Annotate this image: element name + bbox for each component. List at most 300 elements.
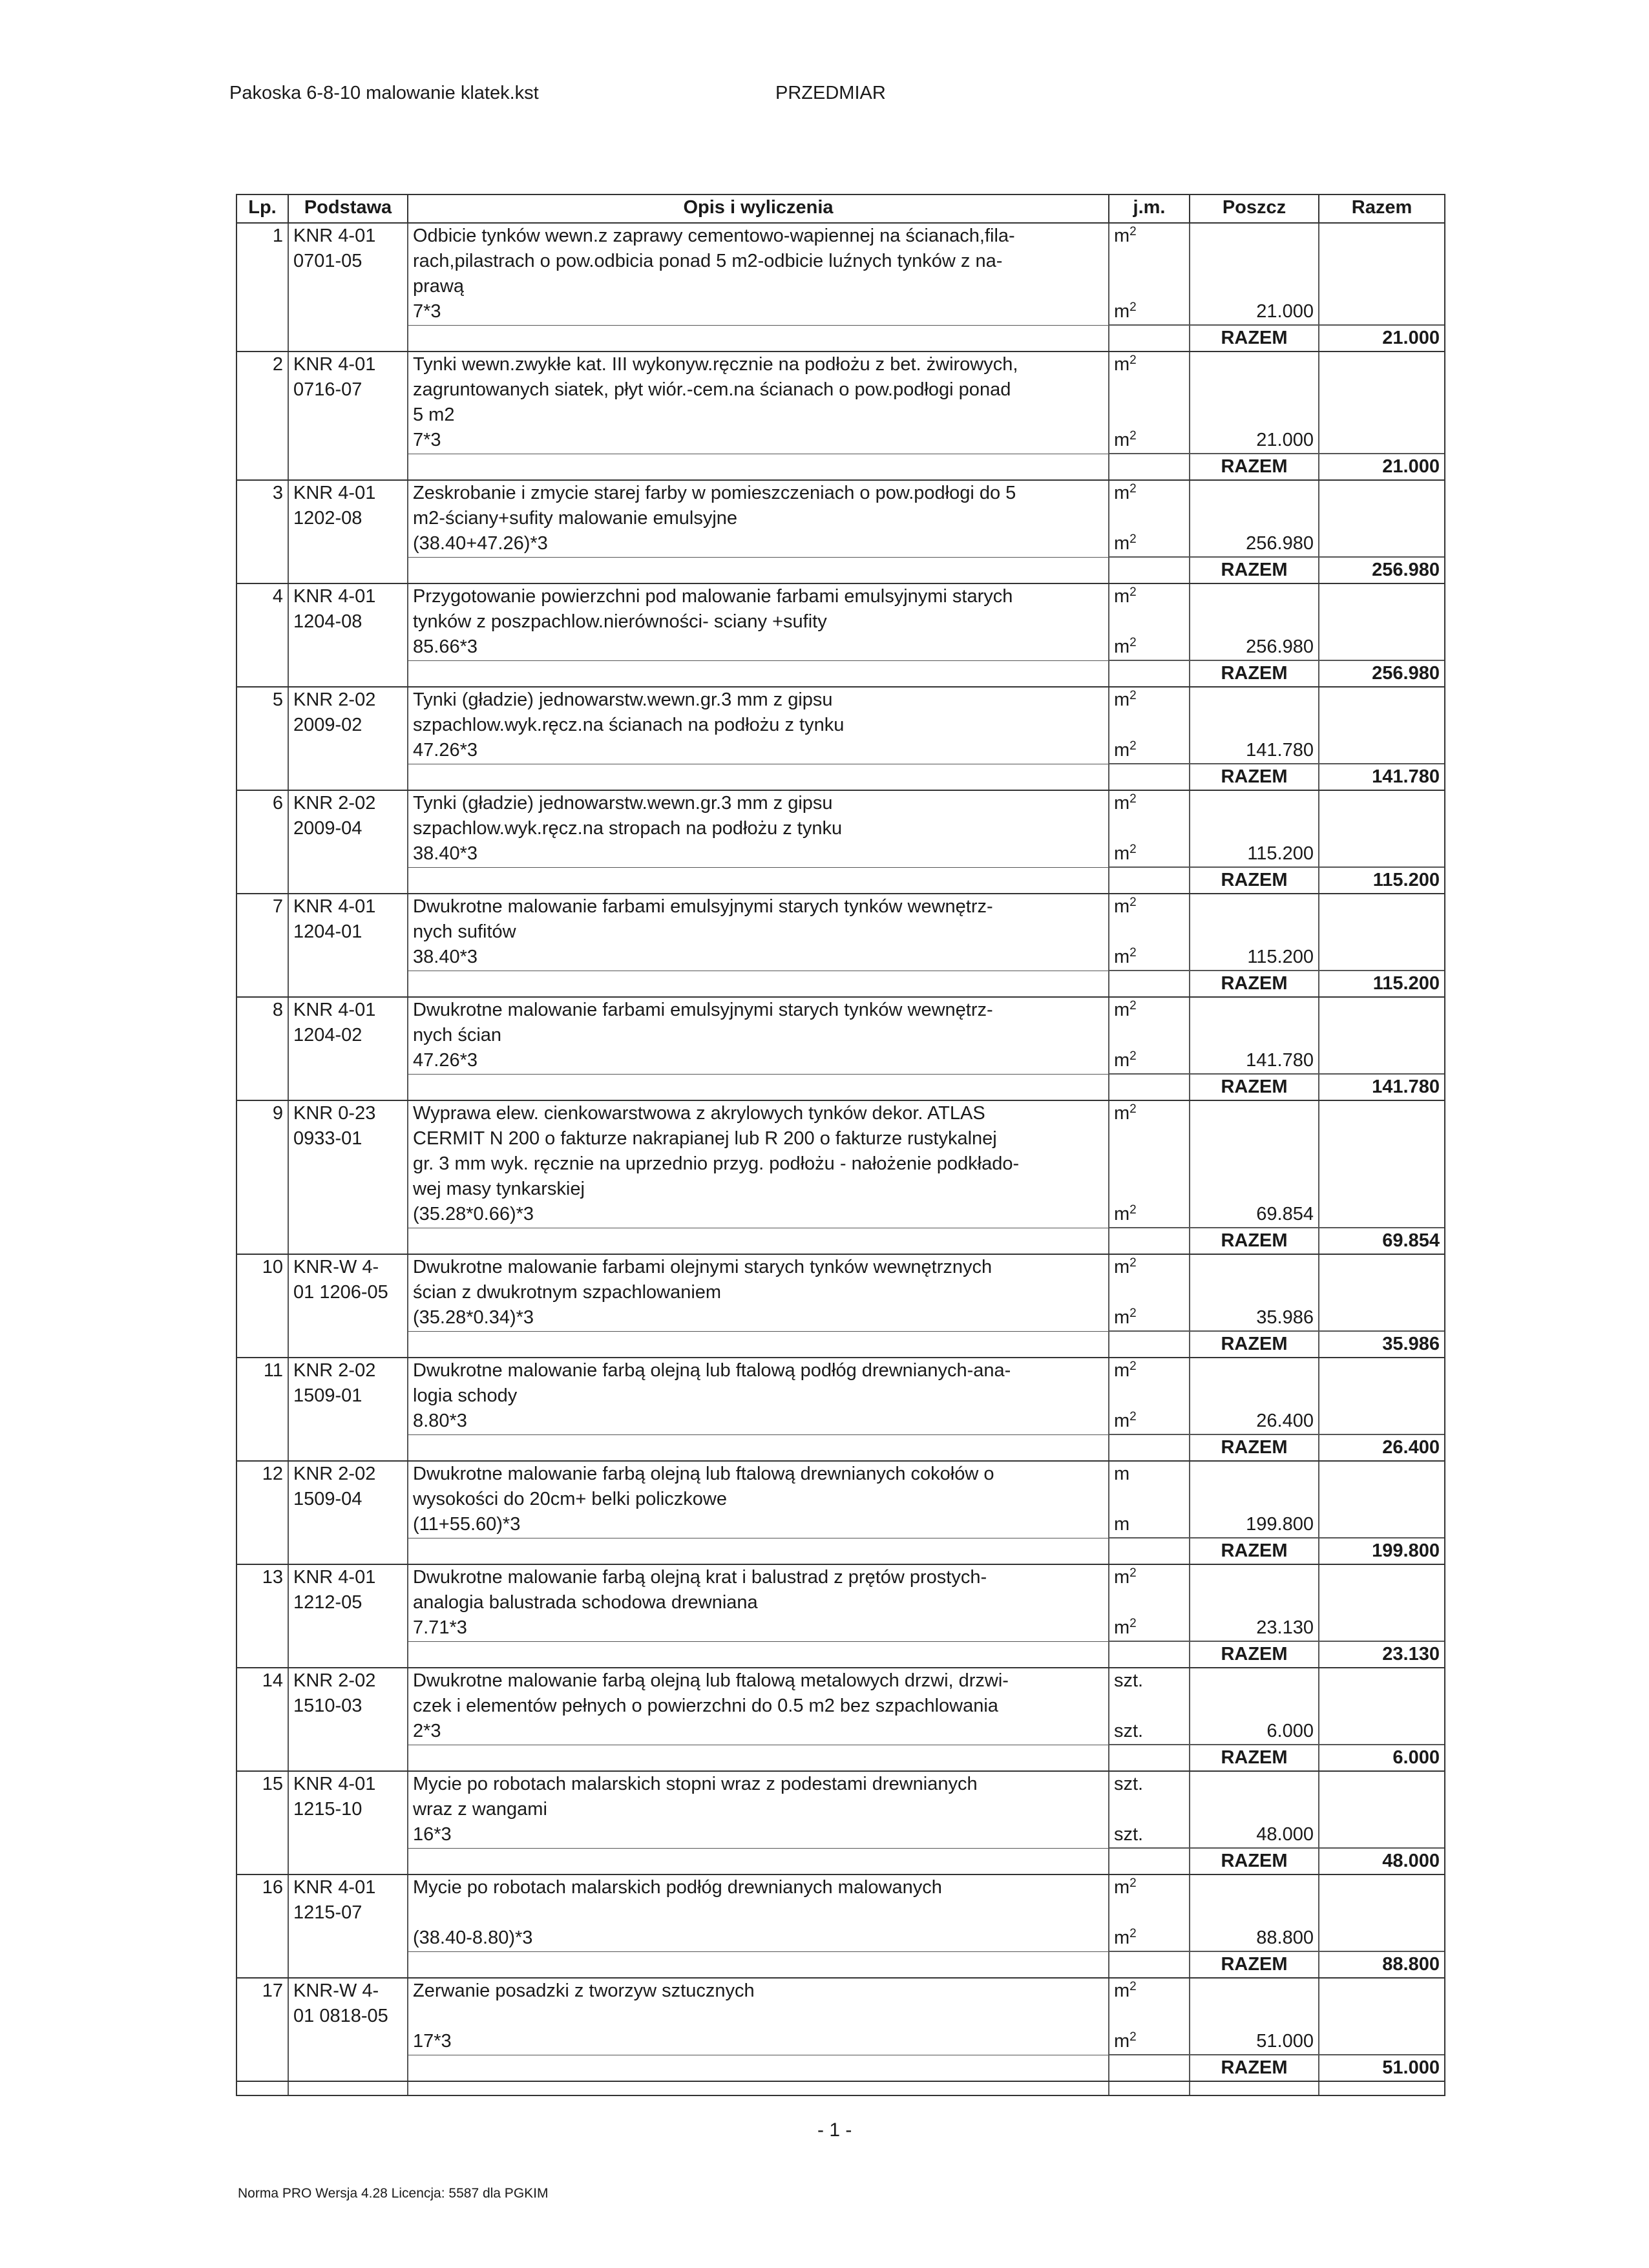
unit-exponent: 2: [1129, 1049, 1137, 1063]
item-unit: [1109, 945, 1190, 971]
item-description-line: Zerwanie posadzki z tworzyw sztucznych: [408, 1978, 1109, 2004]
item-unit: [1109, 894, 1190, 919]
item-unit: [1109, 1487, 1190, 1512]
table-row: [236, 816, 1445, 841]
item-unit: [1109, 1461, 1190, 1487]
razem-label: RAZEM: [1190, 971, 1319, 997]
item-basis: [288, 1151, 408, 1177]
column-header-opis: Opis i wyliczenia: [408, 194, 1109, 223]
item-basis: [288, 1641, 408, 1668]
item-number: [236, 609, 288, 635]
table-row-razem: [236, 764, 1445, 790]
item-number: [236, 971, 288, 997]
item-total: 69.854: [1319, 1228, 1445, 1254]
item-total: [1319, 841, 1445, 867]
unit-exponent: 2: [1129, 532, 1137, 546]
item-description-line: Odbicie tynków wewn.z zaprawy cementowo-wapiennej na ścianach,fila-: [408, 223, 1109, 249]
table-row: [236, 506, 1445, 531]
item-unit: [1109, 557, 1190, 583]
unit-exponent: 2: [1129, 1927, 1137, 1940]
item-basis: KNR 4-01: [288, 223, 408, 249]
item-basis: [288, 971, 408, 997]
item-unit: [1109, 274, 1190, 299]
item-description-line: [408, 1848, 1109, 1874]
item-basis: [288, 454, 408, 480]
table-row-calc: [236, 738, 1445, 764]
item-basis: KNR 2-02: [288, 790, 408, 816]
item-unit: [1109, 1745, 1190, 1771]
item-basis: [288, 1074, 408, 1100]
item-quantity: [1190, 1797, 1319, 1822]
unit-exponent: 2: [1129, 1360, 1137, 1373]
item-calculation: 7*3: [408, 299, 1109, 325]
item-unit: [1109, 325, 1190, 352]
item-calculation: (38.40+47.26)*3: [408, 531, 1109, 557]
item-quantity: 141.780: [1190, 738, 1319, 764]
item-description-line: [408, 325, 1109, 352]
item-total: [1319, 609, 1445, 635]
table-row-calc: [236, 635, 1445, 660]
table-row: [236, 352, 1445, 377]
unit-text: m: [1114, 533, 1130, 554]
item-basis: [288, 2055, 408, 2081]
item-description-line: rach,pilastrach o pow.odbicia ponad 5 m2-odbicie luźnych tynków z na-: [408, 249, 1109, 274]
razem-label: RAZEM: [1190, 1228, 1319, 1254]
item-description-line: Przygotowanie powierzchni pod malowanie farbami emulsyjnymi starych: [408, 583, 1109, 609]
table-row-calc: [236, 1719, 1445, 1745]
item-number: [236, 1305, 288, 1331]
table-row: [236, 1797, 1445, 1822]
item-total: [1319, 945, 1445, 971]
item-total: [1319, 583, 1445, 609]
table-row-razem: [236, 1538, 1445, 1564]
table-row: [236, 894, 1445, 919]
przedmiar-table: [236, 194, 1444, 2096]
item-total: [1319, 894, 1445, 919]
item-basis: [288, 531, 408, 557]
item-description-line: Zeskrobanie i zmycie starej farby w pomieszczeniach o pow.podłogi do 5: [408, 480, 1109, 506]
item-quantity: 51.000: [1190, 2029, 1319, 2055]
table-row-razem: [236, 867, 1445, 894]
item-quantity: 26.400: [1190, 1409, 1319, 1434]
unit-exponent: 2: [1129, 843, 1137, 856]
item-description-line: szpachlow.wyk.ręcz.na stropach na podłożu z tynku: [408, 816, 1109, 841]
item-basis: [288, 403, 408, 428]
table-row-calc: [236, 1409, 1445, 1434]
item-unit: [1109, 428, 1190, 454]
unit-text: m: [1114, 1204, 1130, 1224]
item-number: 10: [236, 1254, 288, 1280]
item-basis: [288, 841, 408, 867]
item-description-line: czek i elementów pełnych o powierzchni do 0.5 m2 bez szpachlowania: [408, 1694, 1109, 1719]
item-total: 21.000: [1319, 454, 1445, 480]
item-unit: [1109, 352, 1190, 377]
item-basis: [288, 1848, 408, 1874]
table-row: [236, 403, 1445, 428]
item-number: 7: [236, 894, 288, 919]
item-description-line: nych sufitów: [408, 919, 1109, 945]
unit-text: m: [1114, 1514, 1130, 1535]
table-row-razem: [236, 454, 1445, 480]
item-total: [1319, 997, 1445, 1023]
item-description-line: Dwukrotne malowanie farbą olejną krat i balustrad z prętów prostych-: [408, 1564, 1109, 1590]
item-total: 88.800: [1319, 1951, 1445, 1978]
item-calculation: (38.40-8.80)*3: [408, 1926, 1109, 1951]
table-row: [236, 1590, 1445, 1615]
unit-text: m: [1114, 636, 1130, 657]
item-quantity: [1190, 1487, 1319, 1512]
table-row: [236, 274, 1445, 299]
item-number: [236, 1512, 288, 1538]
item-unit: [1109, 1126, 1190, 1151]
item-basis: 0933-01: [288, 1126, 408, 1151]
item-basis: KNR 2-02: [288, 1358, 408, 1383]
software-footer: Norma PRO Wersja 4.28 Licencja: 5587 dla PGKIM: [238, 2186, 549, 2201]
unit-exponent: 2: [1129, 225, 1137, 238]
item-calculation: 47.26*3: [408, 1048, 1109, 1074]
item-description-line: [408, 1641, 1109, 1668]
item-quantity: 48.000: [1190, 1822, 1319, 1848]
unit-exponent: 2: [1129, 1617, 1137, 1630]
item-description-line: Tynki (gładzie) jednowarstw.wewn.gr.3 mm z gipsu: [408, 687, 1109, 713]
item-number: [236, 1177, 288, 1202]
item-unit: [1109, 1100, 1190, 1126]
item-total: [1319, 687, 1445, 713]
unit-exponent: 2: [1129, 636, 1137, 649]
item-unit: [1109, 1926, 1190, 1951]
item-total: [1319, 790, 1445, 816]
unit-text: m: [1114, 1257, 1130, 1277]
item-total: [1319, 1461, 1445, 1487]
unit-text: m: [1114, 226, 1130, 246]
item-description-line: [408, 1228, 1109, 1254]
unit-text: m: [1114, 1307, 1130, 1328]
table-row: [236, 790, 1445, 816]
item-description-line: [408, 971, 1109, 997]
item-quantity: [1190, 1978, 1319, 2004]
item-quantity: [1190, 1900, 1319, 1926]
item-unit: [1109, 1874, 1190, 1900]
item-quantity: [1190, 249, 1319, 274]
unit-exponent: 2: [1129, 792, 1137, 806]
item-unit: [1109, 1694, 1190, 1719]
item-total: 48.000: [1319, 1848, 1445, 1874]
razem-label: RAZEM: [1190, 1538, 1319, 1564]
item-description-line: Dwukrotne malowanie farbami emulsyjnymi starych tynków wewnętrz-: [408, 997, 1109, 1023]
unit-text: m: [1114, 740, 1130, 761]
item-basis: 1212-05: [288, 1590, 408, 1615]
item-basis: [288, 1202, 408, 1228]
item-description-line: Tynki (gładzie) jednowarstw.wewn.gr.3 mm z gipsu: [408, 790, 1109, 816]
item-basis: KNR 0-23: [288, 1100, 408, 1126]
item-unit: [1109, 249, 1190, 274]
item-description-line: [408, 1745, 1109, 1771]
item-description-line: Dwukrotne malowanie farbami olejnymi starych tynków wewnętrznych: [408, 1254, 1109, 1280]
item-unit: [1109, 1177, 1190, 1202]
item-description-line: wej masy tynkarskiej: [408, 1177, 1109, 1202]
unit-exponent: 2: [1129, 1566, 1137, 1580]
item-unit: [1109, 1615, 1190, 1641]
item-unit: [1109, 790, 1190, 816]
razem-label: RAZEM: [1190, 454, 1319, 480]
item-total: 51.000: [1319, 2055, 1445, 2081]
unit-text: szt.: [1114, 1670, 1144, 1691]
item-unit: [1109, 1074, 1190, 1100]
razem-label: RAZEM: [1190, 557, 1319, 583]
item-description-line: logia schody: [408, 1383, 1109, 1409]
item-total: [1319, 480, 1445, 506]
item-unit: [1109, 1023, 1190, 1048]
table-row: [236, 1564, 1445, 1590]
item-total: 141.780: [1319, 1074, 1445, 1100]
item-quantity: [1190, 713, 1319, 738]
item-total: [1319, 1900, 1445, 1926]
item-quantity: [1190, 1151, 1319, 1177]
table-row-razem: [236, 1074, 1445, 1100]
item-total: [1319, 919, 1445, 945]
table-row: [236, 583, 1445, 609]
item-unit: [1109, 635, 1190, 660]
item-number: 8: [236, 997, 288, 1023]
item-calculation: 7.71*3: [408, 1615, 1109, 1641]
item-unit: [1109, 738, 1190, 764]
item-unit: [1109, 1771, 1190, 1797]
item-number: [236, 1590, 288, 1615]
item-basis: 1509-04: [288, 1487, 408, 1512]
table-row: [236, 1668, 1445, 1694]
razem-label: RAZEM: [1190, 660, 1319, 687]
item-number: [236, 1951, 288, 1978]
item-description-line: [408, 764, 1109, 790]
item-quantity: 23.130: [1190, 1615, 1319, 1641]
item-quantity: [1190, 1461, 1319, 1487]
unit-text: szt.: [1114, 1721, 1144, 1741]
table-row: [236, 1383, 1445, 1409]
item-number: [236, 1409, 288, 1434]
item-number: [236, 274, 288, 299]
item-quantity: [1190, 352, 1319, 377]
item-number: [236, 1383, 288, 1409]
item-quantity: 115.200: [1190, 841, 1319, 867]
item-quantity: [1190, 1694, 1319, 1719]
unit-exponent: 2: [1129, 1203, 1137, 1217]
item-description-line: ścian z dwukrotnym szpachlowaniem: [408, 1280, 1109, 1305]
item-number: [236, 816, 288, 841]
item-description-line: wysokości do 20cm+ belki policzkowe: [408, 1487, 1109, 1512]
document-filename: Pakoska 6-8-10 malowanie klatek.kst: [229, 83, 539, 103]
table-row: [236, 480, 1445, 506]
table-row: [236, 1280, 1445, 1305]
item-description-line: [408, 1434, 1109, 1461]
empty-cell: [1190, 2081, 1319, 2095]
item-quantity: [1190, 1254, 1319, 1280]
item-description-line: prawą: [408, 274, 1109, 299]
item-unit: [1109, 377, 1190, 403]
item-quantity: [1190, 223, 1319, 249]
item-calculation: 16*3: [408, 1822, 1109, 1848]
item-number: [236, 1719, 288, 1745]
item-total: [1319, 1719, 1445, 1745]
item-description-line: zagruntowanych siatek, płyt wiór.-cem.na ścianach o pow.podłogi ponad: [408, 377, 1109, 403]
item-description-line: Mycie po robotach malarskich stopni wraz z podestami drewnianych: [408, 1771, 1109, 1797]
item-quantity: [1190, 1590, 1319, 1615]
item-quantity: 21.000: [1190, 299, 1319, 325]
item-total: [1319, 1305, 1445, 1331]
item-unit: [1109, 531, 1190, 557]
item-basis: 1202-08: [288, 506, 408, 531]
unit-text: m: [1114, 1980, 1130, 2001]
item-total: 256.980: [1319, 557, 1445, 583]
item-unit: [1109, 660, 1190, 687]
item-total: [1319, 299, 1445, 325]
empty-cell: [1319, 2081, 1445, 2095]
unit-exponent: 2: [1129, 1102, 1137, 1116]
unit-text: m: [1114, 1927, 1130, 1948]
table-row-razem: [236, 1434, 1445, 1461]
item-number: [236, 1900, 288, 1926]
item-number: [236, 325, 288, 352]
item-total: [1319, 377, 1445, 403]
item-basis: KNR 4-01: [288, 997, 408, 1023]
item-description-line: Dwukrotne malowanie farbą olejną lub ftalową podłóg drewnianych-ana-: [408, 1358, 1109, 1383]
item-basis: [288, 660, 408, 687]
item-description-line: nych ścian: [408, 1023, 1109, 1048]
item-total: [1319, 1822, 1445, 1848]
column-header-podstawa: Podstawa: [288, 194, 408, 223]
unit-exponent: 2: [1129, 739, 1137, 753]
table-row-razem: [236, 1745, 1445, 1771]
item-quantity: [1190, 480, 1319, 506]
item-quantity: 256.980: [1190, 531, 1319, 557]
item-total: 115.200: [1319, 867, 1445, 894]
item-unit: [1109, 1254, 1190, 1280]
item-number: [236, 1797, 288, 1822]
item-total: [1319, 1590, 1445, 1615]
item-basis: KNR 2-02: [288, 1461, 408, 1487]
item-quantity: [1190, 1023, 1319, 1048]
table-row: [236, 713, 1445, 738]
item-number: [236, 713, 288, 738]
item-total: [1319, 1797, 1445, 1822]
item-quantity: [1190, 687, 1319, 713]
item-basis: KNR 4-01: [288, 894, 408, 919]
item-total: [1319, 1358, 1445, 1383]
item-number: 3: [236, 480, 288, 506]
unit-text: m: [1114, 1000, 1130, 1020]
item-number: [236, 403, 288, 428]
item-unit: [1109, 403, 1190, 428]
unit-text: m: [1114, 1360, 1130, 1381]
item-unit: [1109, 609, 1190, 635]
item-total: [1319, 1874, 1445, 1900]
item-unit: [1109, 1822, 1190, 1848]
item-quantity: 6.000: [1190, 1719, 1319, 1745]
table-body: [236, 223, 1445, 2095]
table-row-razem: [236, 660, 1445, 687]
unit-exponent: 2: [1129, 1980, 1137, 1993]
table-row: [236, 1978, 1445, 2004]
item-unit: [1109, 1978, 1190, 2004]
item-basis: 1510-03: [288, 1694, 408, 1719]
item-basis: KNR 2-02: [288, 1668, 408, 1694]
item-unit: [1109, 1048, 1190, 1074]
item-quantity: [1190, 583, 1319, 609]
item-basis: [288, 325, 408, 352]
table-row: [236, 1177, 1445, 1202]
item-description-line: tynków z poszpachlow.nierówności- sciany +sufity: [408, 609, 1109, 635]
item-total: [1319, 531, 1445, 557]
item-number: [236, 249, 288, 274]
item-basis: [288, 1719, 408, 1745]
item-quantity: [1190, 506, 1319, 531]
item-number: 15: [236, 1771, 288, 1797]
table-row-calc: [236, 945, 1445, 971]
unit-exponent: 2: [1129, 300, 1137, 314]
item-total: 23.130: [1319, 1641, 1445, 1668]
item-basis: KNR 4-01: [288, 583, 408, 609]
item-unit: [1109, 867, 1190, 894]
item-total: 21.000: [1319, 325, 1445, 352]
unit-text: m: [1114, 354, 1130, 375]
item-total: 141.780: [1319, 764, 1445, 790]
item-number: 4: [236, 583, 288, 609]
item-number: [236, 1228, 288, 1254]
item-basis: [288, 1048, 408, 1074]
item-quantity: [1190, 816, 1319, 841]
razem-label: RAZEM: [1190, 1434, 1319, 1461]
item-unit: [1109, 2055, 1190, 2081]
item-basis: [288, 1434, 408, 1461]
empty-cell: [408, 2081, 1109, 2095]
item-basis: [288, 1331, 408, 1358]
item-number: [236, 1926, 288, 1951]
table-row: [236, 223, 1445, 249]
item-calculation: (11+55.60)*3: [408, 1512, 1109, 1538]
item-description-line: wraz z wangami: [408, 1797, 1109, 1822]
item-number: [236, 919, 288, 945]
unit-text: m: [1114, 1411, 1130, 1431]
item-unit: [1109, 480, 1190, 506]
unit-text: m: [1114, 1567, 1130, 1588]
item-basis: KNR-W 4-: [288, 1254, 408, 1280]
item-total: [1319, 428, 1445, 454]
item-quantity: [1190, 1874, 1319, 1900]
item-unit: [1109, 1719, 1190, 1745]
item-number: [236, 2029, 288, 2055]
item-unit: [1109, 2029, 1190, 2055]
table-row-calc: [236, 841, 1445, 867]
item-quantity: [1190, 790, 1319, 816]
table-row: [236, 687, 1445, 713]
document-title: PRZEDMIAR: [775, 83, 886, 103]
table-row-calc: [236, 1202, 1445, 1228]
table-row: [236, 2004, 1445, 2029]
item-description-line: Mycie po robotach malarskich podłóg drewnianych malowanych: [408, 1874, 1109, 1900]
item-basis: [288, 428, 408, 454]
unit-exponent: 2: [1129, 689, 1137, 702]
item-number: [236, 531, 288, 557]
page-number: - 1 -: [817, 2119, 852, 2141]
item-basis: 2009-04: [288, 816, 408, 841]
item-total: 256.980: [1319, 660, 1445, 687]
item-number: 1: [236, 223, 288, 249]
item-total: [1319, 1668, 1445, 1694]
item-description-line: Dwukrotne malowanie farbą olejną lub ftalową metalowych drzwi, drzwi-: [408, 1668, 1109, 1694]
unit-text: m: [1114, 1103, 1130, 1124]
razem-label: RAZEM: [1190, 2055, 1319, 2081]
item-basis: [288, 299, 408, 325]
item-calculation: 7*3: [408, 428, 1109, 454]
